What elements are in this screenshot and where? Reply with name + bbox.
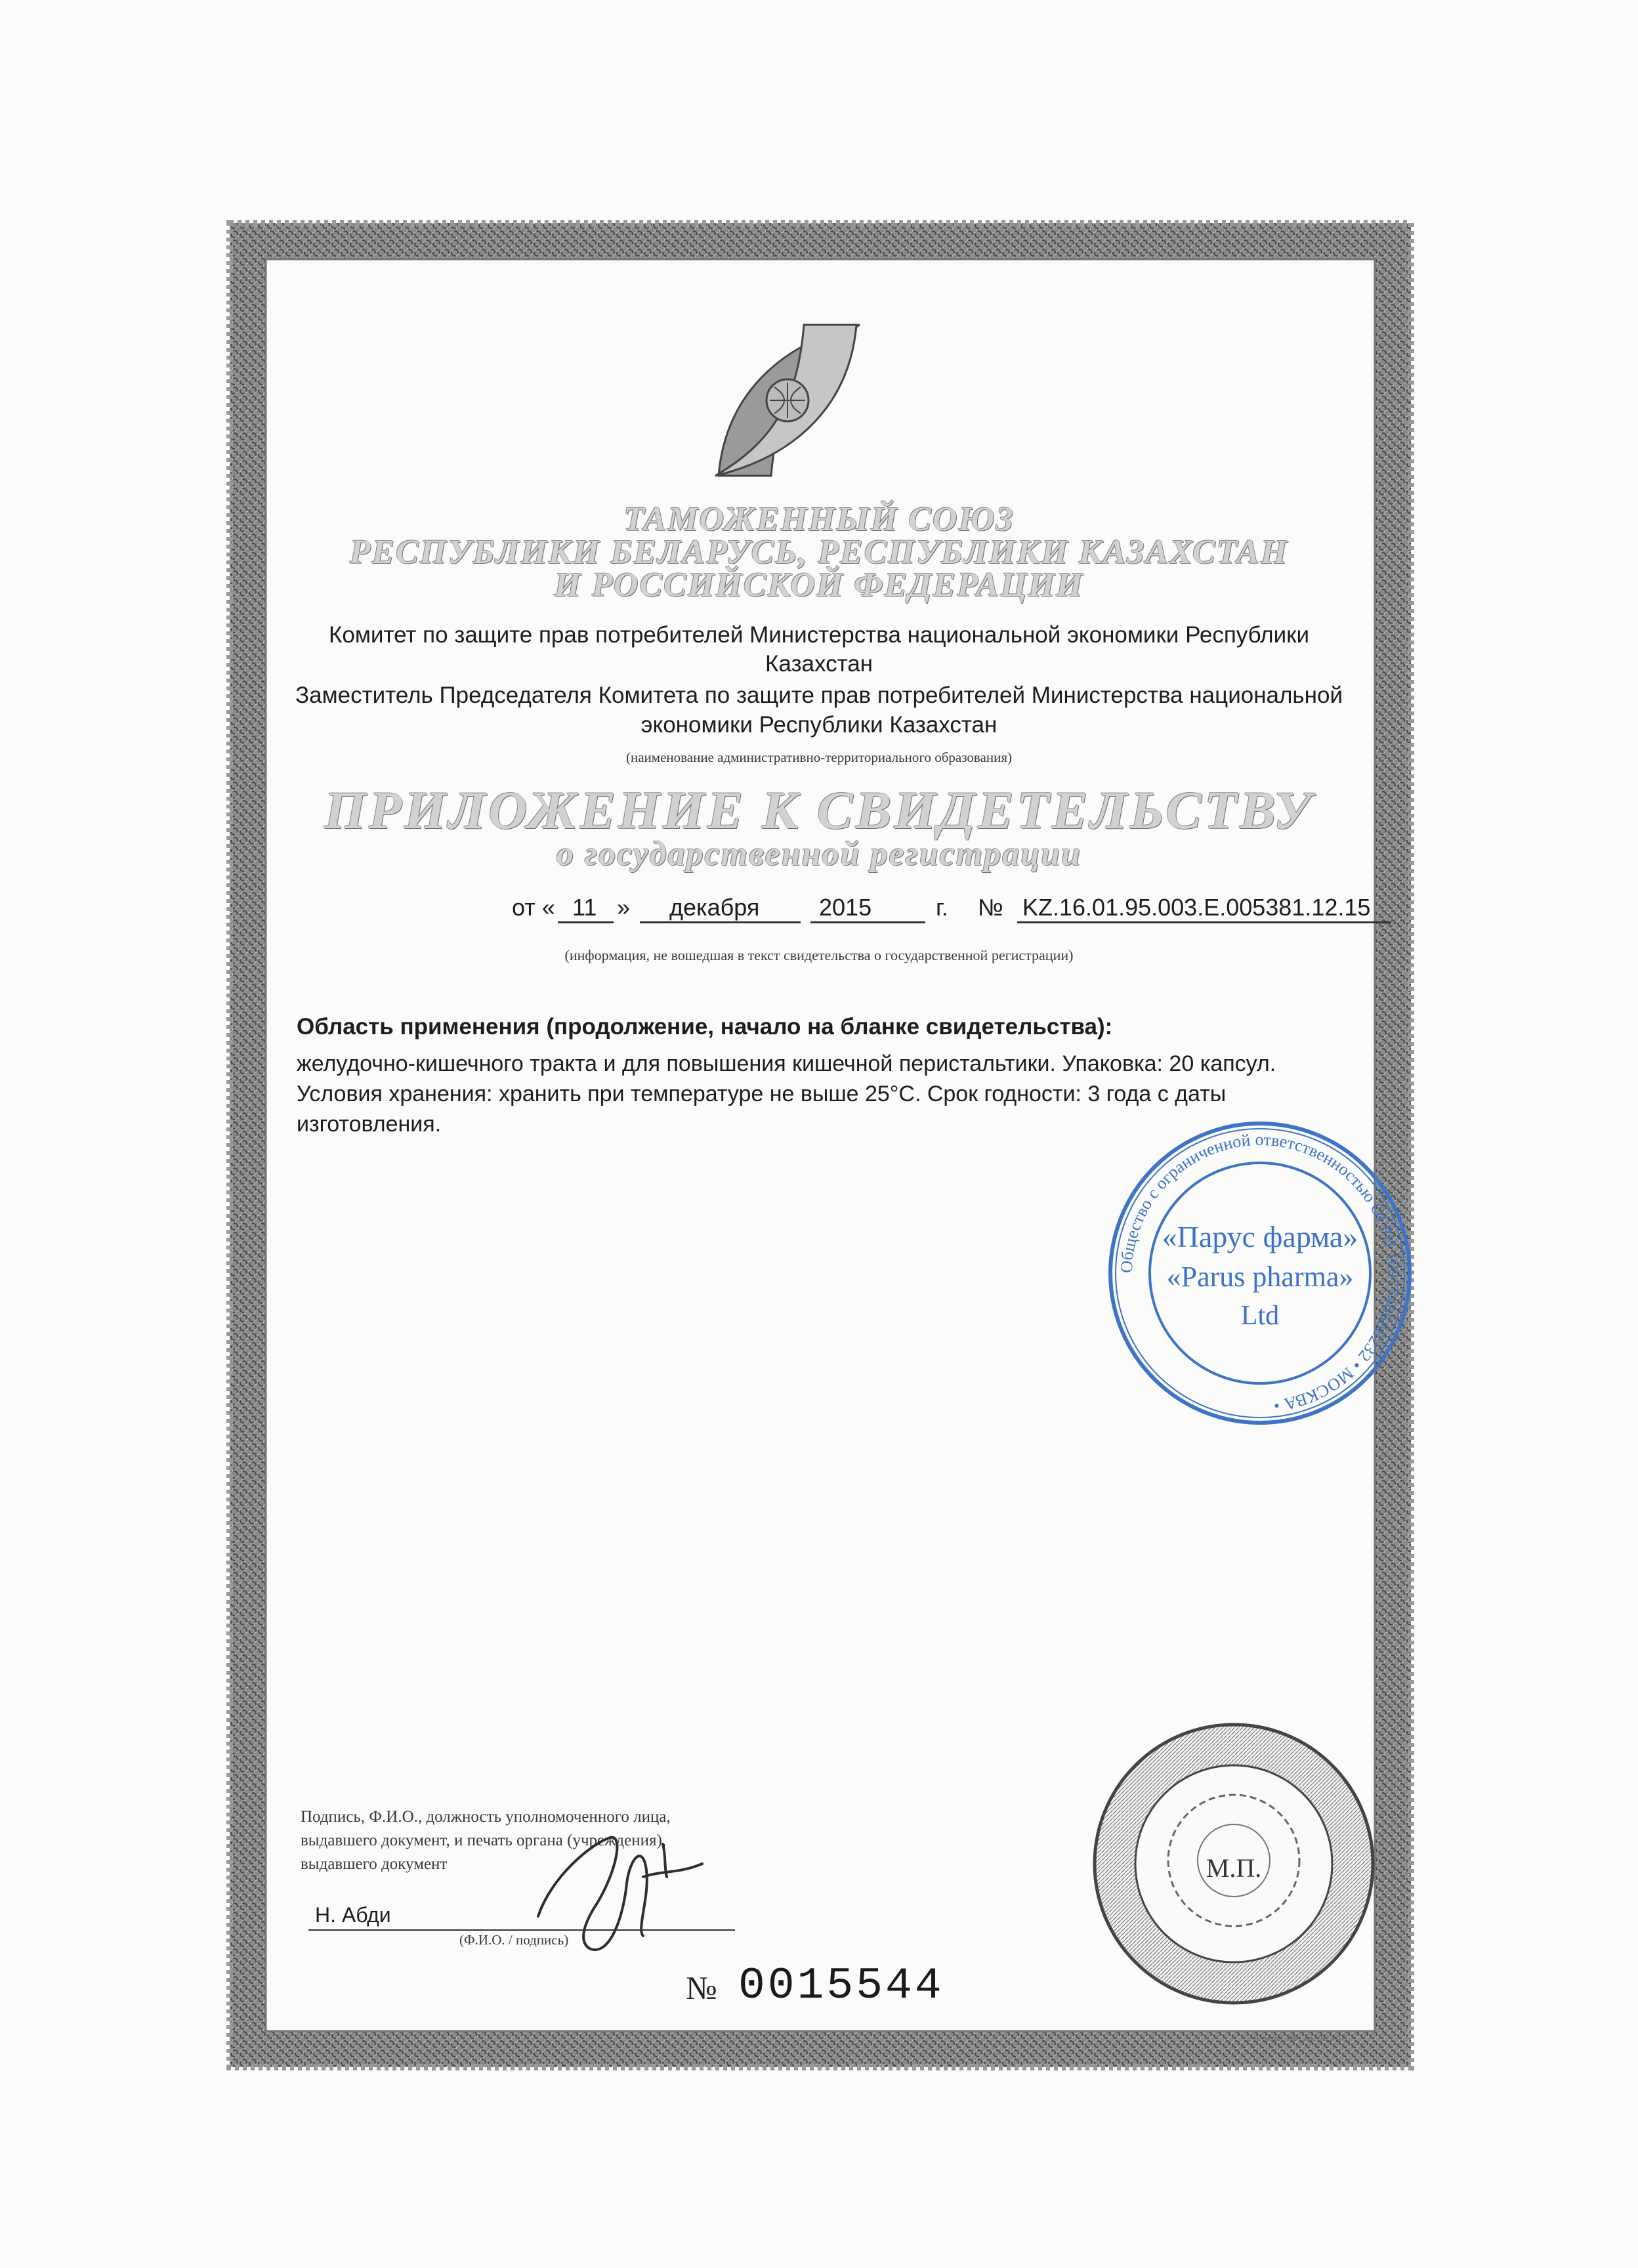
info-caption: (информация, не вошедшая в текст свидетельства о государственной регистрации) — [564, 947, 1074, 963]
certificate-number: KZ.16.01.95.003.E.005381.12.15 — [1022, 894, 1371, 921]
committee-name-line1: Комитет по защите прав потребителей Министерства национальной экономики Республики — [328, 622, 1309, 648]
deputy-title-line1: Заместитель Председателя Комитета по защите прав потребителей Министерства национальной — [295, 682, 1343, 708]
seal-mp-label: М.П. — [1206, 1853, 1262, 1883]
number-underline — [1017, 921, 1391, 923]
serial-number: 0015544 — [738, 1961, 944, 2011]
stamp-ring-text: Общество с ограниченной ответственностью ОГРН 1097746668232 • МОСКВА • — [1116, 1129, 1404, 1416]
stamp-name-en: «Parus pharma» — [1166, 1261, 1354, 1293]
month-underline — [640, 921, 801, 923]
union-title-line1: ТАМОЖЕННЫЙ СОЮЗ — [623, 501, 1015, 538]
number-sign: № — [978, 894, 1003, 921]
stamp-name-ru: «Парус фарма» — [1162, 1220, 1358, 1253]
customs-union-emblem-icon — [705, 312, 870, 489]
date-prefix: от « — [512, 894, 555, 921]
signature-caption-line2: выдавшего документ, и печать органа (учреждения), — [301, 1832, 667, 1849]
scope-heading: Область применения (продолжение, начало на бланке свидетельства): — [297, 1014, 1113, 1040]
document-title: ПРИЛОЖЕНИЕ К СВИДЕТЕЛЬСТВУ — [324, 780, 1314, 840]
deputy-title-line2: экономики Республики Казахстан — [640, 712, 998, 738]
admin-caption: (наименование административно-территориального образования) — [625, 749, 1013, 765]
signer-underline — [308, 1929, 735, 1931]
signer-name: Н. Абди — [315, 1903, 391, 1927]
date-day: 11 — [572, 894, 597, 921]
year-underline — [810, 921, 925, 923]
signature-caption-line3: выдавшего документ — [301, 1855, 448, 1873]
date-month: декабря — [669, 894, 760, 921]
date-day-close: » — [617, 894, 631, 921]
union-title-line3: И РОССИЙСКОЙ ФЕДЕРАЦИИ — [554, 566, 1084, 604]
date-year-suffix: г. — [936, 894, 948, 921]
union-title-line2: РЕСПУБЛИКИ БЕЛАРУСЬ, РЕСПУБЛИКИ КАЗАХСТАН — [349, 534, 1289, 571]
body-text-line2: Условия хранения: хранить при температуре не выше 25°С. Срок годности: 3 года с даты — [297, 1082, 1227, 1106]
body-text-line1: желудочно-кишечного тракта и для повышения кишечной перистальтики. Упаковка: 20 капсул. — [297, 1051, 1276, 1076]
serial-number-sign: № — [686, 1969, 717, 2006]
stamp-name-ltd: Ltd — [1240, 1301, 1280, 1331]
signature-caption-line1: Подпись, Ф.И.О., должность уполномоченного лица, — [301, 1808, 671, 1826]
signer-caption: (Ф.И.О. / подпись) — [459, 1932, 569, 1948]
day-underline — [558, 921, 614, 923]
committee-name-line2: Казахстан — [765, 651, 873, 677]
printer-mark: г. Алматы. РФ. Зак. № 3-4-5 — [1247, 2033, 1348, 2043]
document-subtitle: о государственной регистрации — [556, 835, 1082, 873]
official-seal — [1089, 1719, 1378, 2008]
date-year: 2015 — [819, 894, 872, 921]
body-text-line3: изготовления. — [297, 1112, 442, 1137]
company-stamp-blue — [1102, 1116, 1418, 1431]
